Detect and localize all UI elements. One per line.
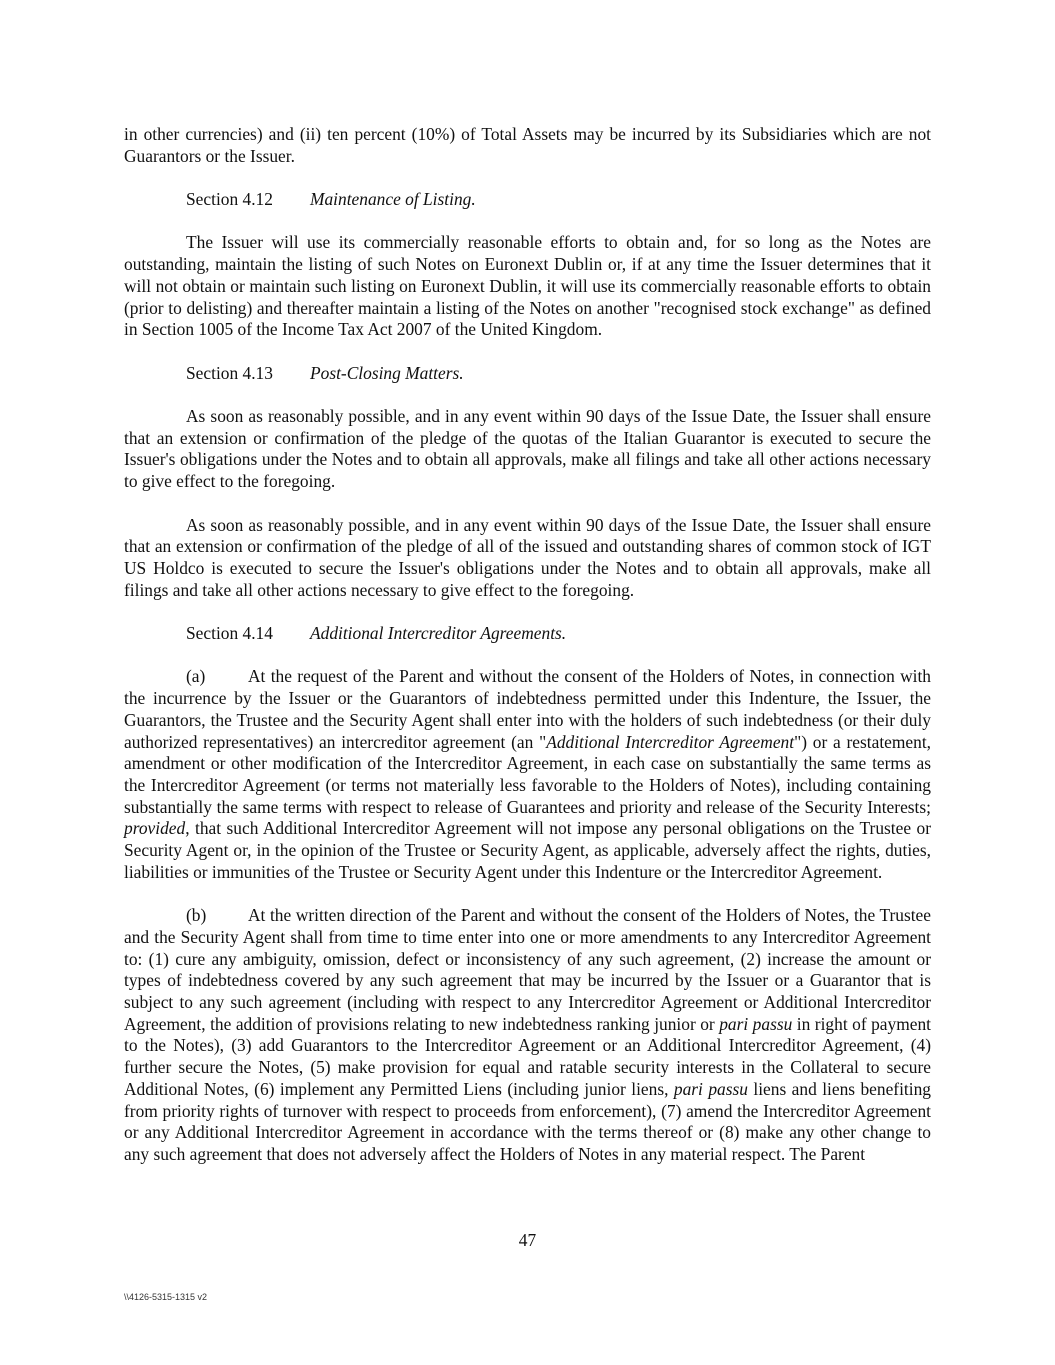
section-title: Additional Intercreditor Agreements. [310, 623, 567, 644]
subparagraph-text: in right of payment to the Notes), (3) add Guarantors to the Intercreditor Agreement or an Additional Intercreditor Agreement, (4) further secure the Notes, (5) make provision for equal and ratable security interests in the Collateral to secure Additional Notes, (6) implement any Permitted Liens (including junior liens, [124, 1013, 931, 1099]
section-number: Section 4.12 [186, 189, 273, 210]
section-4-14-subparagraph-a [124, 666, 931, 883]
latin-term: pari passu [673, 1078, 748, 1099]
subparagraph-text: At the request of the Parent and without the consent of the Holders of Notes, in connection with the incurrence by the Issuer or the Guarantors of indebtedness permitted under this Indenture, the Issuer, the Guarantors, the Trustee and the Security Agent shall enter into with the holders of such indebtedness (or their duly authorized representatives) an intercreditor agreement (an " [124, 666, 931, 752]
section-4-13-paragraph-1: As soon as reasonably possible, and in any event within 90 days of the Issue Date, the Issuer shall ensure that an extension or confirmation of the pledge of the quotas of the Italian Guarantor is executed to secure the Issuer's obligations under the Notes and to obtain all approvals, make all filings and take all other actions necessary to give effect to the foregoing. [124, 406, 931, 492]
section-title: Post-Closing Matters. [310, 362, 464, 383]
section-number: Section 4.14 [186, 623, 273, 644]
section-4-13-heading [186, 363, 931, 385]
section-4-14-subparagraph-b [124, 905, 931, 1165]
section-4-12-heading [186, 189, 931, 211]
section-number: Section 4.13 [186, 362, 273, 383]
document-page [124, 124, 931, 1166]
proviso-term: provided [124, 818, 186, 839]
section-4-14-heading [186, 623, 931, 645]
page-number: 47 [518, 1230, 537, 1250]
document-id: \\4126-5315-1315 v2 [124, 1292, 208, 1302]
opening-paragraph: in other currencies) and (ii) ten percent (10%) of Total Assets may be incurred by its Subsidiaries which are not Guarantors or the Issuer. [124, 124, 931, 166]
subparagraph-text: liens and liens benefiting from priority rights of turnover with respect to proceeds from enforcement), (7) amend the Intercreditor Agreement or any Additional Intercreditor Agreement in accordance with the terms thereof or (8) make any other change to any such agreement that does not adversely affect the Holders of Notes in any material respect. The Parent [124, 1078, 931, 1164]
section-title: Maintenance of Listing. [310, 189, 476, 210]
defined-term: Additional Intercreditor Agreement [546, 731, 795, 752]
subparagraph-label: (b) [186, 905, 207, 926]
section-4-13-paragraph-2: As soon as reasonably possible, and in any event within 90 days of the Issue Date, the Issuer shall ensure that an extension or confirmation of the pledge of all of the issued and outstanding shares of common stock of IGT US Holdco is executed to secure the Issuer's obligations under the Notes and to obtain all approvals, make all filings and take all other actions necessary to give effect to the foregoing. [124, 514, 931, 600]
subparagraph-text: ") or a restatement, amendment or other modification of the Intercreditor Agreement, in each case on substantially the same terms as the Intercreditor Agreement (or terms not materially less favorable to the Holders of Notes), including containing substantially the same terms with respect to release of Guarantees and priority and release of the Security Interests; [124, 731, 932, 817]
section-4-12-body: The Issuer will use its commercially reasonable efforts to obtain and, for so long as the Notes are outstanding, maintain the listing of such Notes on Euronext Dublin or, if at any time the Issuer determines that it will not obtain or maintain such listing on Euronext Dublin, it will use its commercially reasonable efforts to obtain (prior to delisting) and thereafter maintain a listing of the Notes on another "recognised stock exchange" as defined in Section 1005 of the Income Tax Act 2007 of the United Kingdom. [124, 232, 931, 340]
latin-term: pari passu [719, 1013, 793, 1034]
subparagraph-text: At the written direction of the Parent and without the consent of the Holders of Notes, the Trustee and the Security Agent shall from time to time enter into one or more amendments to any Intercreditor Agreement to: (1) cure any ambiguity, omission, defect or inconsistency of any such agreement, (2) increase the amount or types of indebtedness covered by any such agreement that may be incurred by the Issuer or a Guarantor that is subject to any such agreement (including with respect to any Intercreditor Agreement or Additional Intercreditor Agreement, the addition of provisions relating to new indebtedness ranking junior or [124, 905, 931, 1034]
subparagraph-label: (a) [186, 666, 206, 687]
subparagraph-text: , that such Additional Intercreditor Agreement will not impose any personal obligations on the Trustee or Security Agent or, in the opinion of the Trustee or Security Agent, as applicable, adversely affect the rights, duties, liabilities or immunities of the Trustee or Security Agent under this Indenture or the Intercreditor Agreement. [124, 818, 931, 882]
